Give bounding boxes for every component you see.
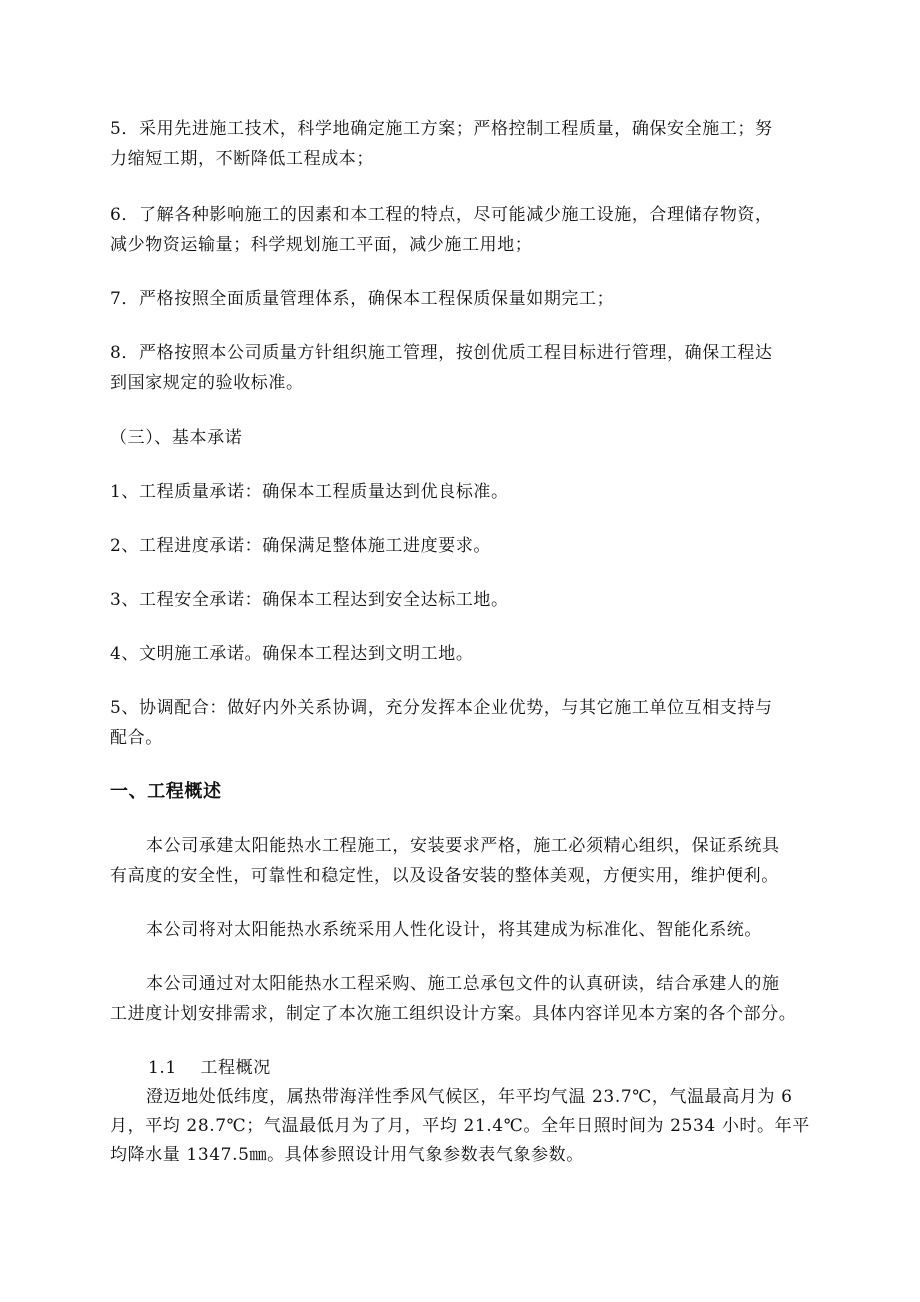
commitment-4: 4、文明施工承诺。确保本工程达到文明工地。: [110, 644, 474, 664]
commitments-heading: （三）、基本承诺: [110, 428, 243, 448]
climate-line-1: 澄迈地处低纬度，属热带海洋性季风气候区，年平均气温 23.7℃，气温最高月为 6: [146, 1087, 793, 1107]
item-8-line-2: 到国家规定的验收标准。: [110, 373, 304, 393]
overview-para-2: 本公司将对太阳能热水系统采用人性化设计，将其建成为标准化、智能化系统。: [146, 920, 762, 940]
item-5-line-1: 5．采用先进施工技术，科学地确定施工方案；严格控制工程质量，确保安全施工；努: [110, 119, 773, 139]
climate-line-3: 均降水量 1347.5㎜。具体参照设计用气象参数表气象参数。: [110, 1145, 584, 1165]
subsection-heading: 1.1 工程概况: [148, 1058, 271, 1078]
overview-para-3-line-2: 工进度计划安排需求，制定了本次施工组织设计方案。具体内容详见本方案的各个部分。: [110, 1004, 797, 1024]
commitment-3: 3、工程安全承诺：确保本工程达到安全达标工地。: [110, 590, 509, 610]
commitment-5-line-1: 5、协调配合：做好内外关系协调，充分发挥本企业优势，与其它施工单位互相支持与: [110, 698, 773, 718]
item-6-line-1: 6．了解各种影响施工的因素和本工程的特点，尽可能减少施工设施，合理储存物资，: [110, 205, 773, 225]
item-8-line-1: 8．严格按照本公司质量方针组织施工管理，按创优质工程目标进行管理，确保工程达: [110, 343, 773, 363]
overview-para-1-line-1: 本公司承建太阳能热水工程施工，安装要求严格，施工必须精心组织，保证系统具: [146, 836, 780, 856]
commitment-1: 1、工程质量承诺：确保本工程质量达到优良标准。: [110, 482, 509, 502]
section-heading: 一、工程概述: [110, 781, 222, 802]
commitment-2: 2、工程进度承诺：确保满足整体施工进度要求。: [110, 536, 492, 556]
commitment-5-line-2: 配合。: [110, 728, 163, 748]
overview-para-1-line-2: 有高度的安全性，可靠性和稳定性，以及设备安装的整体美观，方便实用，维护便利。: [110, 866, 779, 886]
overview-para-3-line-1: 本公司通过对太阳能热水工程采购、施工总承包文件的认真研读，结合承建人的施: [146, 974, 780, 994]
item-5-line-2: 力缩短工期，不断降低工程成本；: [110, 149, 374, 169]
item-7: 7．严格按照全面质量管理体系，确保本工程保质保量如期完工；: [110, 289, 615, 309]
climate-line-2: 月，平均 28.7℃；气温最低月为了月，平均 21.4℃。全年日照时间为 2534 小时。年平: [110, 1116, 810, 1136]
item-6-line-2: 减少物资运输量；科学规划施工平面，减少施工用地；: [110, 235, 533, 255]
